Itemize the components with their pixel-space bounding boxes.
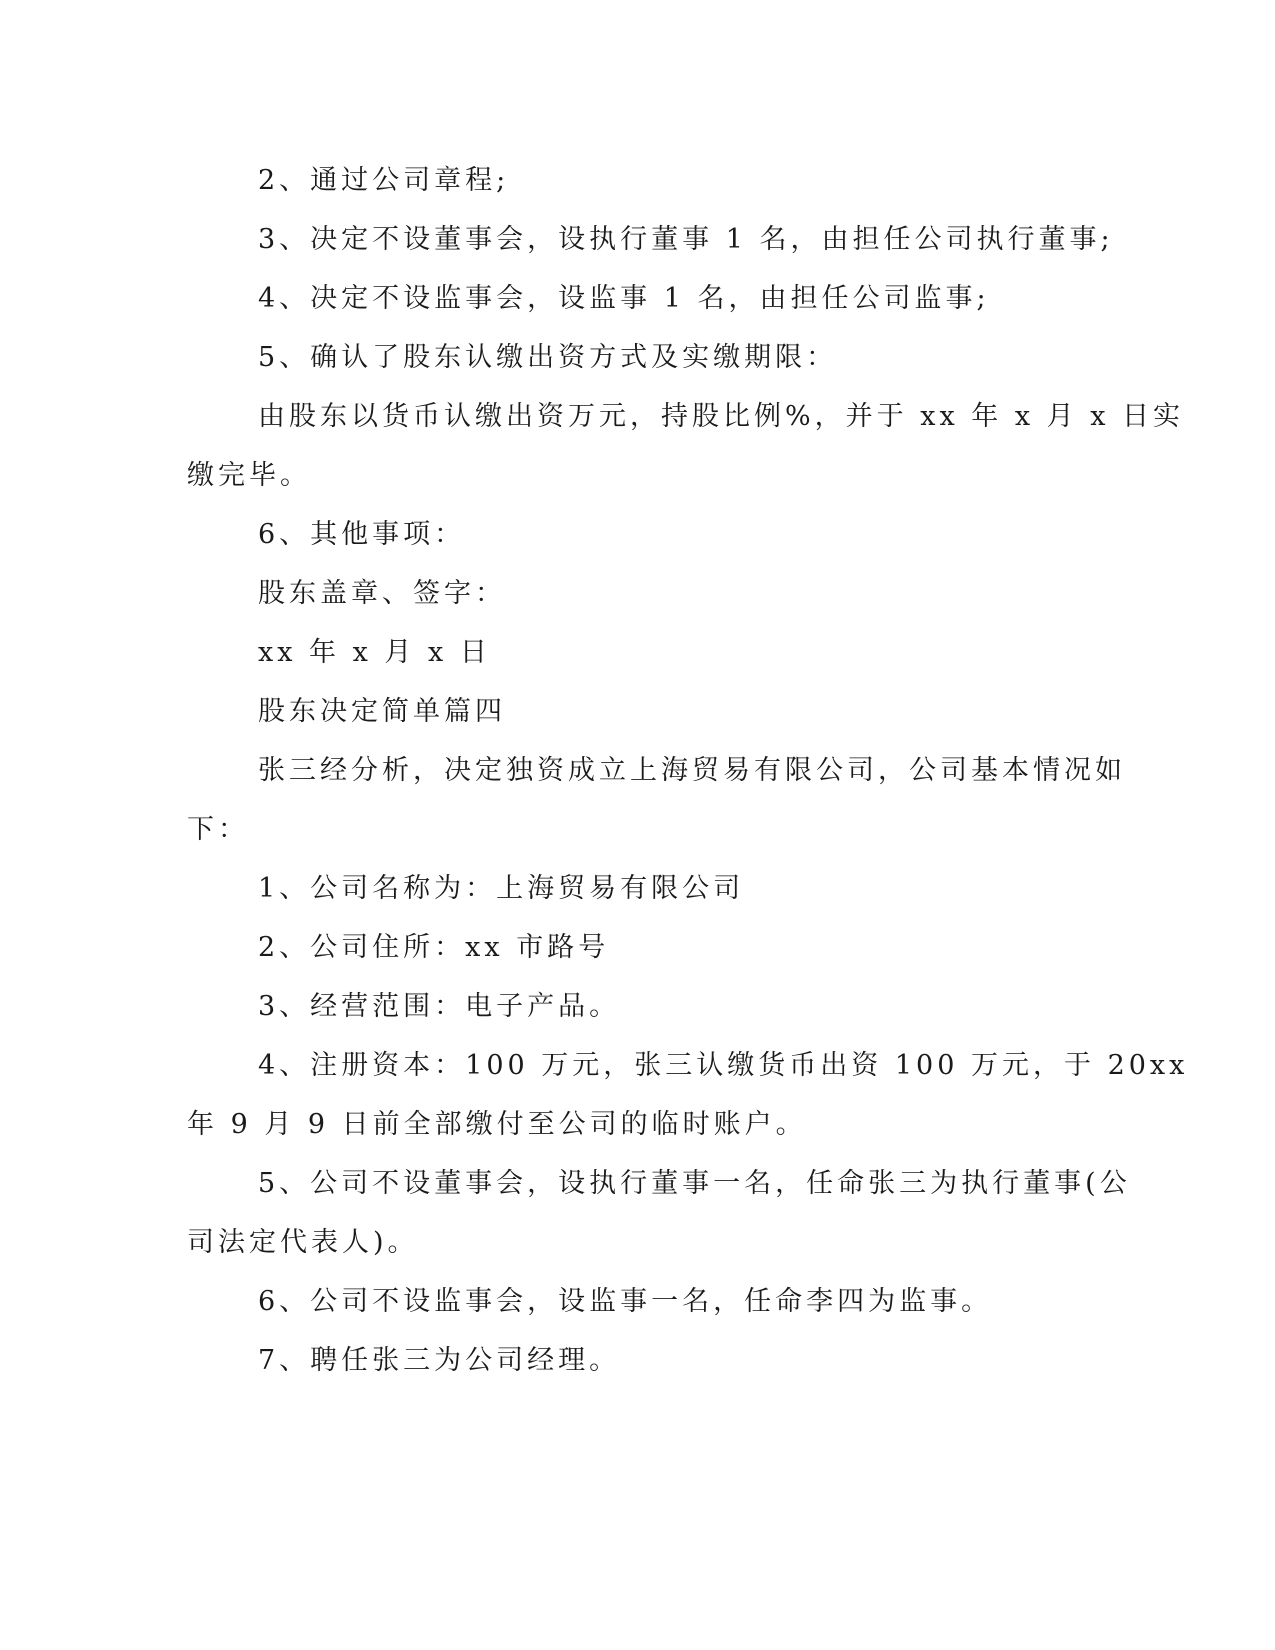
company-address-item: 2、公司住所：xx 市路号	[258, 932, 610, 963]
item-6-other: 6、其他事项：	[258, 519, 466, 550]
capital-detail-line-1: 由股东以货币认缴出资万元，持股比例%，并于 xx 年 x 月 x 日实	[258, 401, 1185, 432]
registered-capital-line-2: 年 9 月 9 日前全部缴付至公司的临时账户。	[187, 1109, 807, 1140]
executive-director-line-1: 5、公司不设董事会，设执行董事一名，任命张三为执行董事(公	[258, 1168, 1131, 1199]
item-2-articles: 2、通过公司章程;	[258, 165, 510, 196]
manager-item: 7、聘任张三为公司经理。	[258, 1345, 621, 1376]
intro-line-2: 下：	[187, 814, 249, 845]
company-name-item: 1、公司名称为：上海贸易有限公司	[258, 873, 745, 904]
intro-line-1: 张三经分析，决定独资成立上海贸易有限公司，公司基本情况如	[258, 755, 1126, 786]
item-4-supervisors: 4、决定不设监事会，设监事 1 名，由担任公司监事;	[258, 283, 990, 314]
business-scope-item: 3、经营范围：电子产品。	[258, 991, 621, 1022]
item-3-board: 3、决定不设董事会，设执行董事 1 名，由担任公司执行董事;	[258, 224, 1114, 255]
registered-capital-line-1: 4、注册资本：100 万元，张三认缴货币出资 100 万元，于 20xx	[258, 1050, 1189, 1081]
supervisor-item: 6、公司不设监事会，设监事一名，任命李四为监事。	[258, 1286, 993, 1317]
seal-signature-line: 股东盖章、签字：	[258, 578, 506, 609]
capital-detail-line-2: 缴完毕。	[187, 460, 311, 491]
item-5-capital: 5、确认了股东认缴出资方式及实缴期限：	[258, 342, 838, 373]
date-line: xx 年 x 月 x 日	[258, 637, 491, 668]
section-heading: 股东决定简单篇四	[258, 696, 506, 727]
executive-director-line-2: 司法定代表人)。	[187, 1227, 419, 1258]
